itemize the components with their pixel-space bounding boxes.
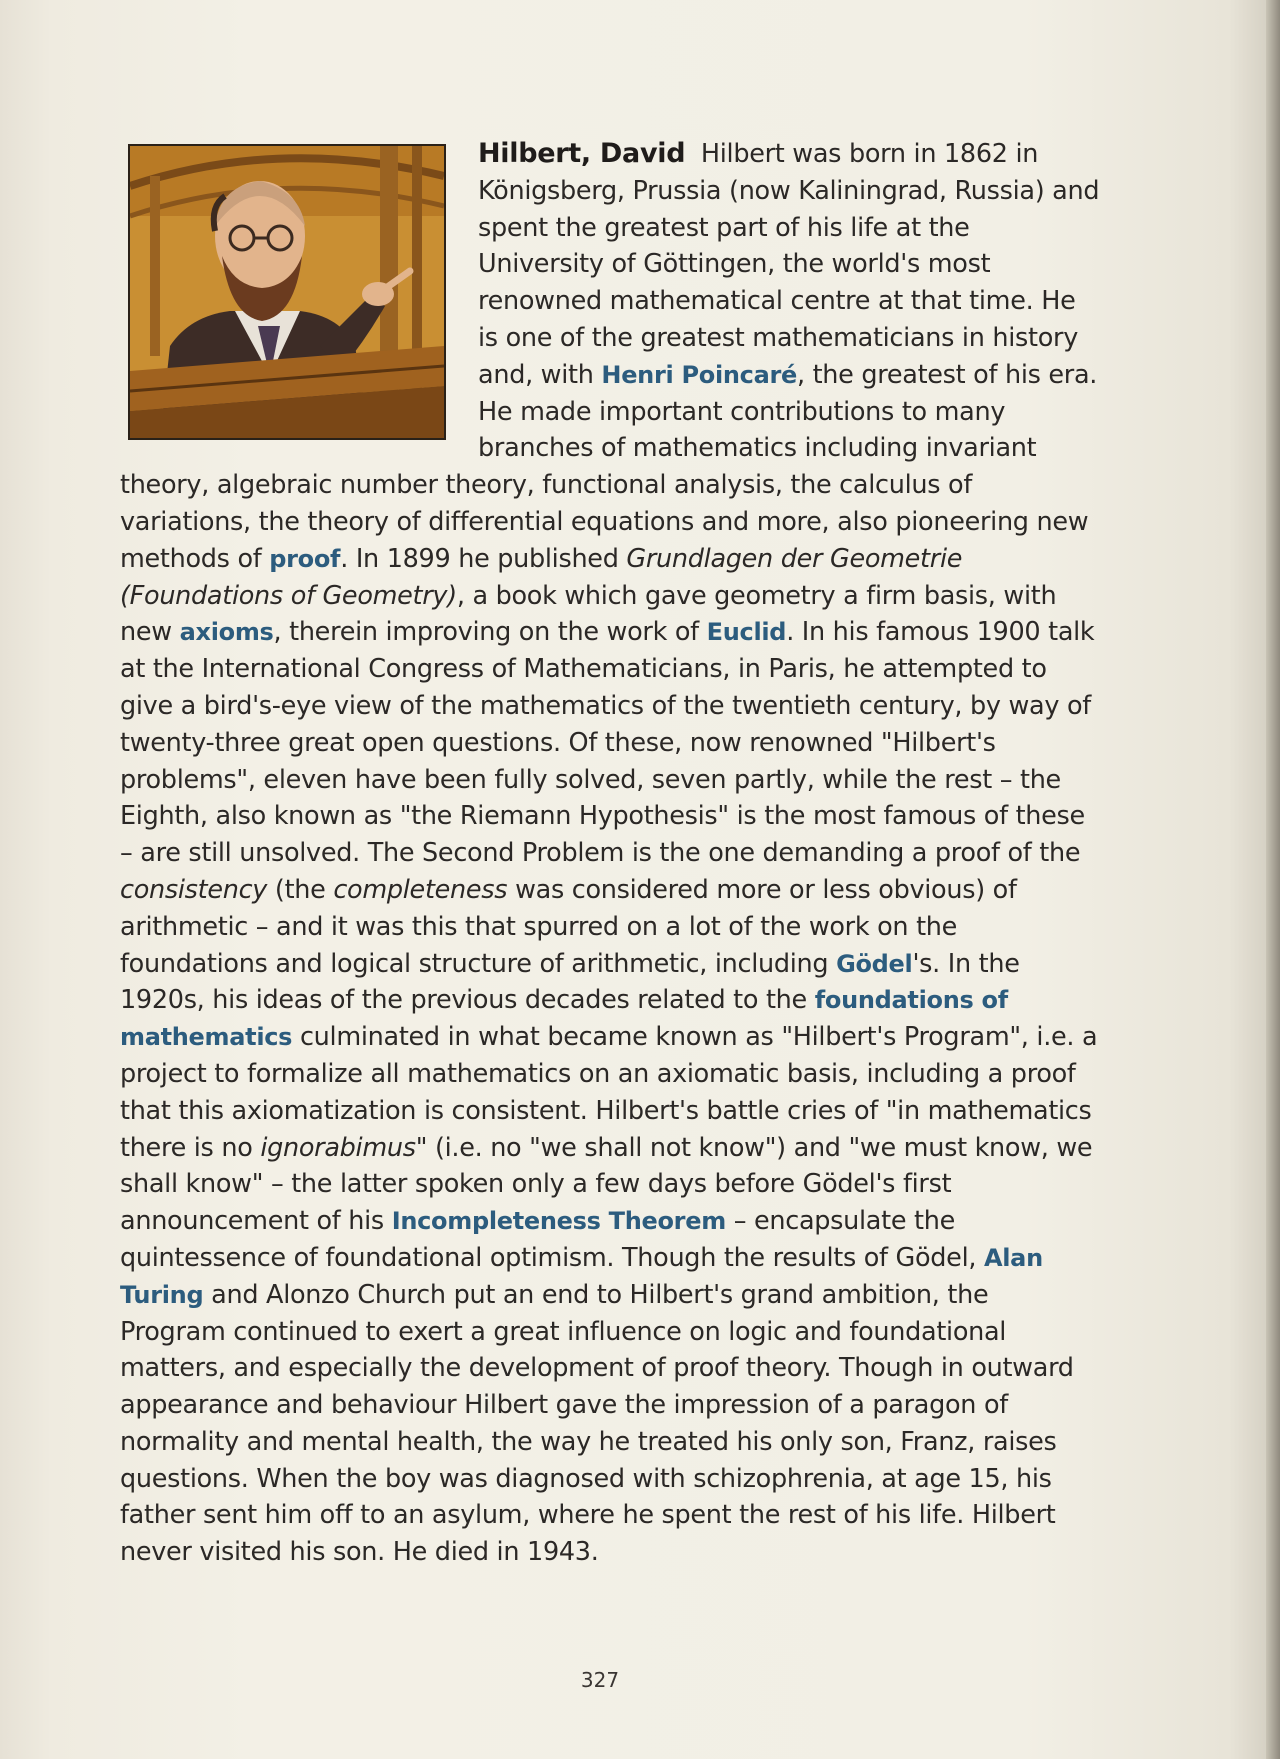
entry-text: , the greatest of his era. He made important contributions to many branches of mathematics including invariant theory, algebraic number theory, functional analysis, the calculus of variations, the theory of differential equations and more, also pioneering new methods of: [120, 359, 1098, 574]
book-title-grundlagen: Grundlagen der Geometrie (Foundations of Geometry): [120, 543, 963, 611]
cross-reference-godel[interactable]: Gödel: [836, 949, 913, 978]
entry-text: . In 1899 he published: [340, 543, 627, 574]
cross-reference-turing[interactable]: Alan Turing: [120, 1243, 1043, 1309]
entry-text: " (i.e. no "we shall not know") and "we must know, we shall know" – the latter spoken only a few days before Gödel's first announcement of his: [120, 1132, 1093, 1237]
hilbert-entry: [120, 136, 1100, 1571]
cross-reference-euclid[interactable]: Euclid: [706, 618, 787, 647]
entry-text: Hilbert was born in 1862 in Königsberg, Prussia (now Kaliningrad, Russia) and spent the greatest part of his life at the University of Göttingen, the world's most renowned mathematical centre at that time. He is one of the greatest mathematicians in history and, with: [478, 139, 1100, 390]
emphasis-ignorabimus: ignorabimus: [260, 1132, 416, 1163]
entry-title: Hilbert, David: [478, 138, 686, 169]
emphasis-consistency: consistency: [120, 874, 268, 905]
cross-reference-incompleteness[interactable]: Incompleteness Theorem: [391, 1207, 726, 1236]
cross-reference-foundations[interactable]: foundations of mathematics: [120, 986, 1008, 1052]
entry-text: was considered more or less obvious) of arithmetic – and it was this that spurred on a lot of the work on the foundations and logical structure of arithmetic, including: [120, 874, 1017, 979]
page-edge: [1266, 0, 1280, 1759]
entry-text: – encapsulate the quintessence of foundational optimism. Though the results of Gödel,: [120, 1206, 984, 1273]
page-number: 327: [580, 1668, 620, 1692]
entry-text: , therein improving on the work of: [273, 617, 707, 648]
emphasis-completeness: completeness: [333, 874, 508, 905]
cross-reference-poincare[interactable]: Henri Poincaré: [601, 360, 797, 389]
entry-text: , a book which gave geometry a firm basis, with new: [120, 580, 1057, 648]
entry-text: 's. In the 1920s, his ideas of the previous decades related to the: [120, 948, 1020, 1016]
cross-reference-proof[interactable]: proof: [269, 544, 341, 573]
cross-reference-axioms[interactable]: axioms: [179, 618, 274, 647]
portrait-spacer: [120, 136, 478, 446]
entry-text: and Alonzo Church put an end to Hilbert's grand ambition, the Program continued to exert a great influence on logic and foundational matters, and especially the development of proof theory. Though in outward appearance and behaviour Hilbert gave the impression of a paragon of normality and mental health, the way he treated his only son, Franz, raises questions. When the boy was diagnosed with schizophrenia, at age 15, his father sent him off to an asylum, where he spent the rest of his life. Hilbert never visited his son. He died in 1943.: [120, 1279, 1074, 1568]
entry-text: culminated in what became known as "Hilbert's Program", i.e. a project to formalize all mathematics on an axiomatic basis, including a proof that this axiomatization is consistent. Hilbert's battle cries of "in mathematics there is no: [120, 1022, 1098, 1163]
entry-text: (the: [267, 874, 334, 905]
entry-text: . In his famous 1900 talk at the International Congress of Mathematicians, in Paris, he attempted to give a bird's-eye view of the mathematics of the twentieth century, by way of twenty-three great open questions. Of these, now renowned "Hilbert's problems", eleven have been fully solved, seven partly, while the rest – the Eighth, also known as "the Riemann Hypothesis" is the most famous of these – are still unsolved. The Second Problem is the one demanding a proof of the: [120, 617, 1095, 869]
